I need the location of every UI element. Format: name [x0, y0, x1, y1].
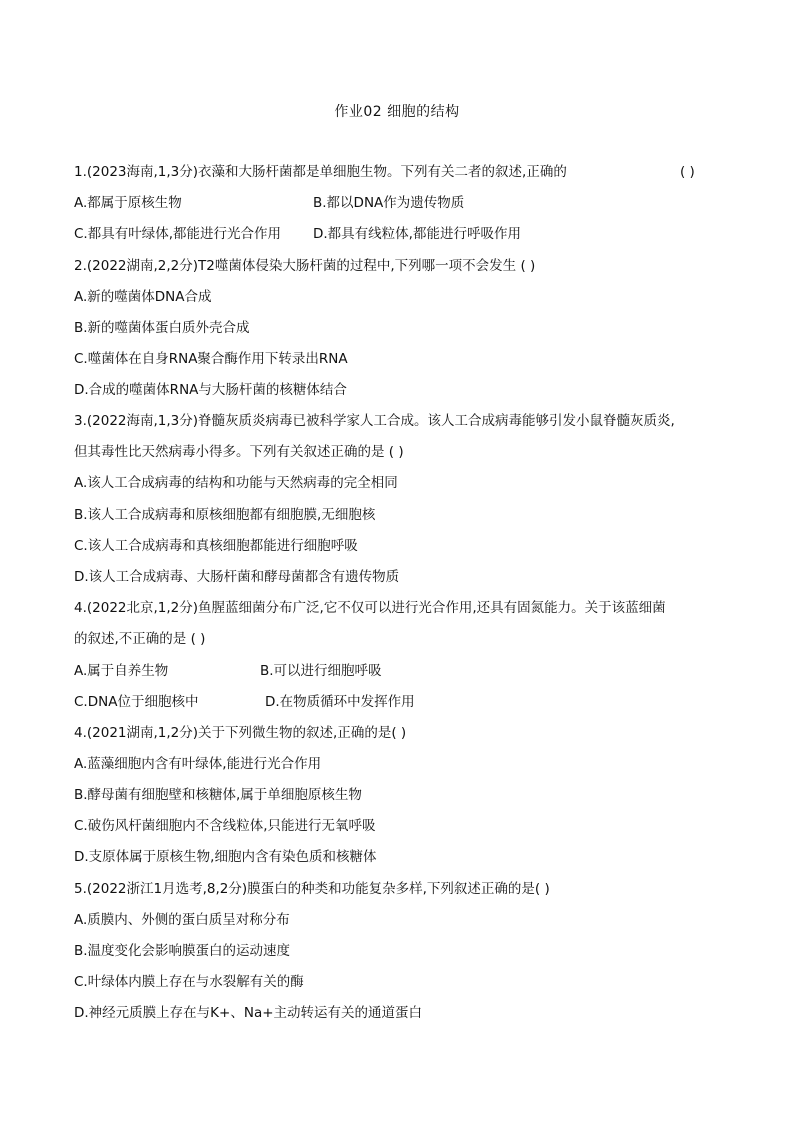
page-title: 作业02 细胞的结构: [334, 104, 460, 120]
question-5-option-b: B.酵母菌有细胞壁和核糖体,属于单细胞原核生物: [74, 787, 362, 803]
question-5-option-d: D.支原体属于原核生物,细胞内含有染色质和核糖体: [74, 849, 377, 865]
question-1-option-a: A.都属于原核生物: [74, 195, 182, 211]
question-6-stem: 5.(2022浙江1月选考,8,2分)膜蛋白的种类和功能复杂多样,下列叙述正确的是( ): [74, 881, 550, 897]
question-5-stem: 4.(2021湖南,1,2分)关于下列微生物的叙述,正确的是( ): [74, 725, 407, 741]
question-2-option-d: D.合成的噬菌体RNA与大肠杆菌的核糖体结合: [74, 382, 347, 398]
question-3-stem-line-1: 3.(2022海南,1,3分)脊髓灰质炎病毒已被科学家人工合成。该人工合成病毒能够引发小鼠脊髓灰质炎,: [74, 413, 675, 429]
question-3-stem-line-2: 但其毒性比天然病毒小得多。下列有关叙述正确的是 ( ): [74, 444, 404, 460]
question-1-stem: 1.(2023海南,1,3分)衣藻和大肠杆菌都是单细胞生物。下列有关二者的叙述,正确的: [74, 164, 567, 180]
question-2-option-a: A.新的噬菌体DNA合成: [74, 289, 212, 305]
question-4-option-d: D.在物质循环中发挥作用: [265, 694, 415, 710]
question-3-option-c: C.该人工合成病毒和真核细胞都能进行细胞呼吸: [74, 538, 358, 554]
question-6-option-d: D.神经元质膜上存在与K+、Na+主动转运有关的通道蛋白: [74, 1005, 423, 1021]
question-6-option-c: C.叶绿体内膜上存在与水裂解有关的酶: [74, 974, 304, 990]
question-2-stem: 2.(2022湖南,2,2分)T2噬菌体侵染大肠杆菌的过程中,下列哪一项不会发生 ( ): [74, 258, 536, 274]
question-1-option-d: D.都具有线粒体,都能进行呼吸作用: [313, 226, 521, 242]
question-5-option-c: C.破伤风杆菌细胞内不含线粒体,只能进行无氧呼吸: [74, 818, 376, 834]
question-2-option-b: B.新的噬菌体蛋白质外壳合成: [74, 320, 250, 336]
question-4-stem-line-2: 的叙述,不正确的是 ( ): [74, 631, 206, 647]
question-4-option-c: C.DNA位于细胞核中: [74, 694, 199, 710]
question-5-option-a: A.蓝藻细胞内含有叶绿体,能进行光合作用: [74, 756, 322, 772]
question-1-option-c: C.都具有叶绿体,都能进行光合作用: [74, 226, 282, 242]
question-3-option-d: D.该人工合成病毒、大肠杆菌和酵母菌都含有遗传物质: [74, 569, 400, 585]
question-1-answer-paren: ( ): [680, 164, 695, 180]
question-6-option-b: B.温度变化会影响膜蛋白的运动速度: [74, 943, 291, 959]
question-4-stem-line-1: 4.(2022北京,1,2分)鱼腥蓝细菌分布广泛,它不仅可以进行光合作用,还具有固氮能力。关于该蓝细菌: [74, 600, 666, 616]
question-3-option-a: A.该人工合成病毒的结构和功能与天然病毒的完全相同: [74, 475, 398, 491]
question-4-option-a: A.属于自养生物: [74, 663, 169, 679]
question-3-option-b: B.该人工合成病毒和原核细胞都有细胞膜,无细胞核: [74, 507, 376, 523]
question-1-option-b: B.都以DNA作为遗传物质: [313, 195, 465, 211]
question-2-option-c: C.噬菌体在自身RNA聚合酶作用下转录出RNA: [74, 351, 348, 367]
question-6-option-a: A.质膜内、外侧的蛋白质呈对称分布: [74, 912, 290, 928]
question-4-option-b: B.可以进行细胞呼吸: [260, 663, 382, 679]
